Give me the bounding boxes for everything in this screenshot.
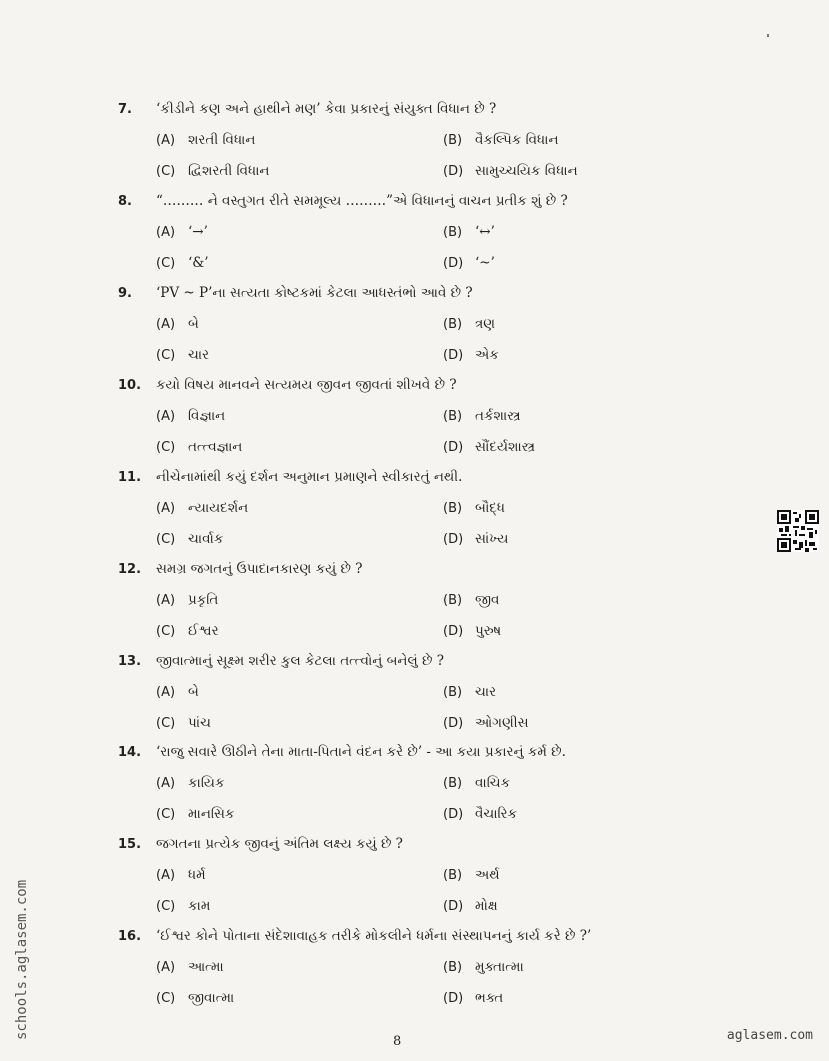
- option-label: (C): [156, 991, 176, 1006]
- option-text: જીવાત્મા: [188, 990, 235, 1006]
- question-12: [118, 560, 758, 652]
- option-b: [443, 866, 500, 885]
- option-label: (A): [156, 868, 176, 883]
- question-number: 11.: [118, 470, 142, 485]
- option-d: [443, 438, 535, 457]
- option-text: અર્થ: [475, 867, 500, 883]
- option-label: (A): [156, 776, 176, 791]
- option-label: (B): [443, 685, 463, 700]
- option-label: (D): [443, 532, 464, 547]
- option-a: [156, 774, 224, 793]
- option-label: (C): [156, 256, 176, 271]
- option-a: [156, 407, 225, 426]
- question-line: [118, 743, 566, 762]
- option-b: [443, 683, 496, 702]
- option-label: (C): [156, 624, 176, 639]
- option-text: તત્ત્વજ્ઞાન: [188, 439, 243, 455]
- question-text: જીવાત્માનું સૂક્ષ્મ શરીર કુલ કેટલા તત્ત્વોનું બનેલું છે ?: [156, 653, 444, 669]
- option-b: [443, 223, 495, 242]
- option-c: [156, 989, 234, 1008]
- option-label: (C): [156, 440, 176, 455]
- option-b: [443, 131, 559, 150]
- option-text: પાંચ: [188, 715, 211, 731]
- option-label: (D): [443, 991, 464, 1006]
- question-14: [118, 743, 758, 835]
- option-label: (B): [443, 225, 463, 240]
- option-d: [443, 805, 517, 824]
- option-d: [443, 622, 501, 641]
- option-label: (D): [443, 440, 464, 455]
- option-label: (C): [156, 716, 176, 731]
- option-text: માનસિક: [188, 806, 235, 822]
- option-a: [156, 499, 248, 518]
- option-text: ‘↔’: [475, 224, 495, 240]
- option-label: (A): [156, 593, 176, 608]
- option-text: ત્રણ: [475, 316, 496, 332]
- option-text: પ્રકૃતિ: [188, 592, 219, 608]
- question-10: [118, 376, 758, 468]
- option-label: (B): [443, 960, 463, 975]
- option-label: (C): [156, 164, 176, 179]
- option-label: (A): [156, 225, 176, 240]
- option-b: [443, 958, 524, 977]
- option-label: (A): [156, 685, 176, 700]
- option-label: (B): [443, 776, 463, 791]
- option-a: [156, 866, 206, 885]
- option-text: એક: [475, 347, 499, 363]
- option-label: (B): [443, 593, 463, 608]
- question-number: 13.: [118, 654, 142, 669]
- option-text: ચાર્વાક: [188, 531, 224, 547]
- option-text: કામ: [188, 898, 211, 914]
- question-9: [118, 284, 758, 376]
- option-c: [156, 346, 209, 365]
- question-text: ‘ઈશ્વર કોને પોતાના સંદેશાવાહક તરીકે મોકલીને ધર્મના સંસ્થાપનનું કાર્ય કરે છે ?’: [156, 928, 592, 944]
- question-line: [118, 192, 568, 211]
- option-label: (D): [443, 624, 464, 639]
- question-13: [118, 652, 758, 744]
- option-c: [156, 714, 211, 733]
- option-text: સામુચ્ચયિક વિધાન: [475, 163, 578, 179]
- option-text: દ્વિશરતી વિધાન: [188, 163, 270, 179]
- page-number: 8: [393, 1034, 402, 1049]
- option-text: સૌંદર્યશાસ્ત્ર: [475, 439, 536, 455]
- option-text: જીવ: [475, 592, 500, 608]
- option-text: ‘→’: [188, 224, 208, 240]
- option-d: [443, 530, 509, 549]
- option-label: (D): [443, 899, 464, 914]
- question-15: [118, 835, 758, 927]
- option-label: (B): [443, 501, 463, 516]
- option-text: કાયિક: [188, 775, 225, 791]
- option-text: તર્કશાસ્ત્ર: [475, 408, 521, 424]
- question-16: [118, 927, 758, 1019]
- option-text: બૌદ્ધ: [475, 500, 505, 516]
- question-line: [118, 100, 496, 119]
- side-watermark: schools.aglasem.com: [14, 879, 30, 1040]
- option-label: (D): [443, 807, 464, 822]
- speck: [767, 34, 769, 37]
- question-number: 8.: [118, 194, 132, 209]
- option-label: (B): [443, 317, 463, 332]
- option-text: મોક્ષ: [475, 898, 498, 914]
- option-label: (D): [443, 164, 464, 179]
- option-b: [443, 499, 505, 518]
- question-text: ‘PV ~ P’ના સત્યતા કોષ્ટકમાં કેટલા આધસ્તંભો આવે છે ?: [156, 285, 473, 301]
- option-label: (A): [156, 409, 176, 424]
- question-text: ‘રાજુ સવારે ઊઠીને તેના માતા-પિતાને વંદન કરે છે’ - આ કયા પ્રકારનું કર્મ છે.: [156, 744, 566, 760]
- option-text: બે: [188, 316, 199, 332]
- option-text: વૈકલ્પિક વિધાન: [475, 132, 559, 148]
- option-label: (A): [156, 501, 176, 516]
- option-label: (B): [443, 409, 463, 424]
- option-text: ભક્ત: [475, 990, 504, 1006]
- question-line: [118, 927, 591, 946]
- option-b: [443, 407, 521, 426]
- option-text: આત્મા: [188, 959, 224, 975]
- option-label: (B): [443, 133, 463, 148]
- option-text: ‘~’: [475, 255, 495, 271]
- option-label: (C): [156, 807, 176, 822]
- option-a: [156, 958, 224, 977]
- question-text: સમગ્ર જગતનું ઉપાદાનકારણ કયું છે ?: [156, 561, 363, 577]
- option-label: (A): [156, 317, 176, 332]
- option-a: [156, 591, 218, 610]
- option-c: [156, 805, 234, 824]
- option-a: [156, 315, 199, 334]
- option-b: [443, 774, 510, 793]
- option-b: [443, 591, 499, 610]
- option-text: બે: [188, 684, 199, 700]
- option-a: [156, 683, 199, 702]
- option-c: [156, 530, 223, 549]
- option-b: [443, 315, 495, 334]
- question-number: 10.: [118, 378, 142, 393]
- option-d: [443, 254, 495, 273]
- question-number: 16.: [118, 929, 142, 944]
- question-text: નીચેનામાંથી કયું દર્શન અનુમાન પ્રમાણને સ્વીકારતું નથી.: [156, 469, 463, 485]
- option-d: [443, 897, 498, 916]
- option-text: ઈશ્વર: [188, 623, 219, 639]
- option-label: (A): [156, 960, 176, 975]
- option-label: (B): [443, 868, 463, 883]
- option-text: ચાર: [188, 347, 210, 363]
- option-d: [443, 346, 499, 365]
- option-label: (C): [156, 899, 176, 914]
- question-line: [118, 376, 457, 395]
- question-text: કયો વિષય માનવને સત્યમય જીવન જીવતાં શીખવે છે ?: [156, 377, 457, 393]
- option-c: [156, 254, 209, 273]
- option-label: (D): [443, 716, 464, 731]
- corner-watermark: aglasem.com: [726, 1028, 813, 1043]
- option-text: મુક્તાત્મા: [475, 959, 524, 975]
- option-c: [156, 162, 269, 181]
- question-number: 7.: [118, 102, 132, 117]
- option-text: વૈચારિક: [475, 806, 518, 822]
- option-c: [156, 438, 242, 457]
- option-c: [156, 897, 210, 916]
- question-line: [118, 284, 473, 303]
- question-7: [118, 100, 758, 192]
- question-text: “……… ને વસ્તુગત રીતે સમમૂલ્ય ………”એ વિધાનનું વાચન પ્રતીક શું છે ?: [156, 193, 568, 209]
- option-text: સાંખ્ય: [475, 531, 509, 547]
- question-line: [118, 835, 403, 854]
- option-text: ‘&’: [188, 255, 209, 271]
- option-text: શરતી વિધાન: [188, 132, 256, 148]
- option-c: [156, 622, 219, 641]
- option-label: (C): [156, 532, 176, 547]
- question-text: જગતના પ્રત્યેક જીવનું અંતિમ લક્ષ્ય કયું છે ?: [156, 836, 403, 852]
- option-a: [156, 223, 208, 242]
- option-d: [443, 162, 578, 181]
- question-number: 12.: [118, 562, 142, 577]
- option-text: ન્યાયદર્શન: [188, 500, 249, 516]
- option-text: વિજ્ઞાન: [188, 408, 226, 424]
- option-text: ધર્મ: [188, 867, 206, 883]
- qr-code-icon: [777, 510, 819, 552]
- question-number: 15.: [118, 837, 142, 852]
- option-text: ચાર: [475, 684, 497, 700]
- option-label: (D): [443, 348, 464, 363]
- option-label: (A): [156, 133, 176, 148]
- option-label: (D): [443, 256, 464, 271]
- question-number: 14.: [118, 745, 142, 760]
- question-line: [118, 468, 462, 487]
- question-number: 9.: [118, 286, 132, 301]
- option-d: [443, 989, 503, 1008]
- option-a: [156, 131, 255, 150]
- option-d: [443, 714, 529, 733]
- option-text: વાચિક: [475, 775, 511, 791]
- question-11: [118, 468, 758, 560]
- question-text: ‘કીડીને કણ અને હાથીને મણ’ કેવા પ્રકારનું સંયુક્ત વિધાન છે ?: [156, 101, 497, 117]
- question-8: [118, 192, 758, 284]
- option-text: ઓગણીસ: [475, 715, 529, 731]
- option-text: પુરુષ: [475, 623, 502, 639]
- option-label: (C): [156, 348, 176, 363]
- question-line: [118, 652, 444, 671]
- question-line: [118, 560, 362, 579]
